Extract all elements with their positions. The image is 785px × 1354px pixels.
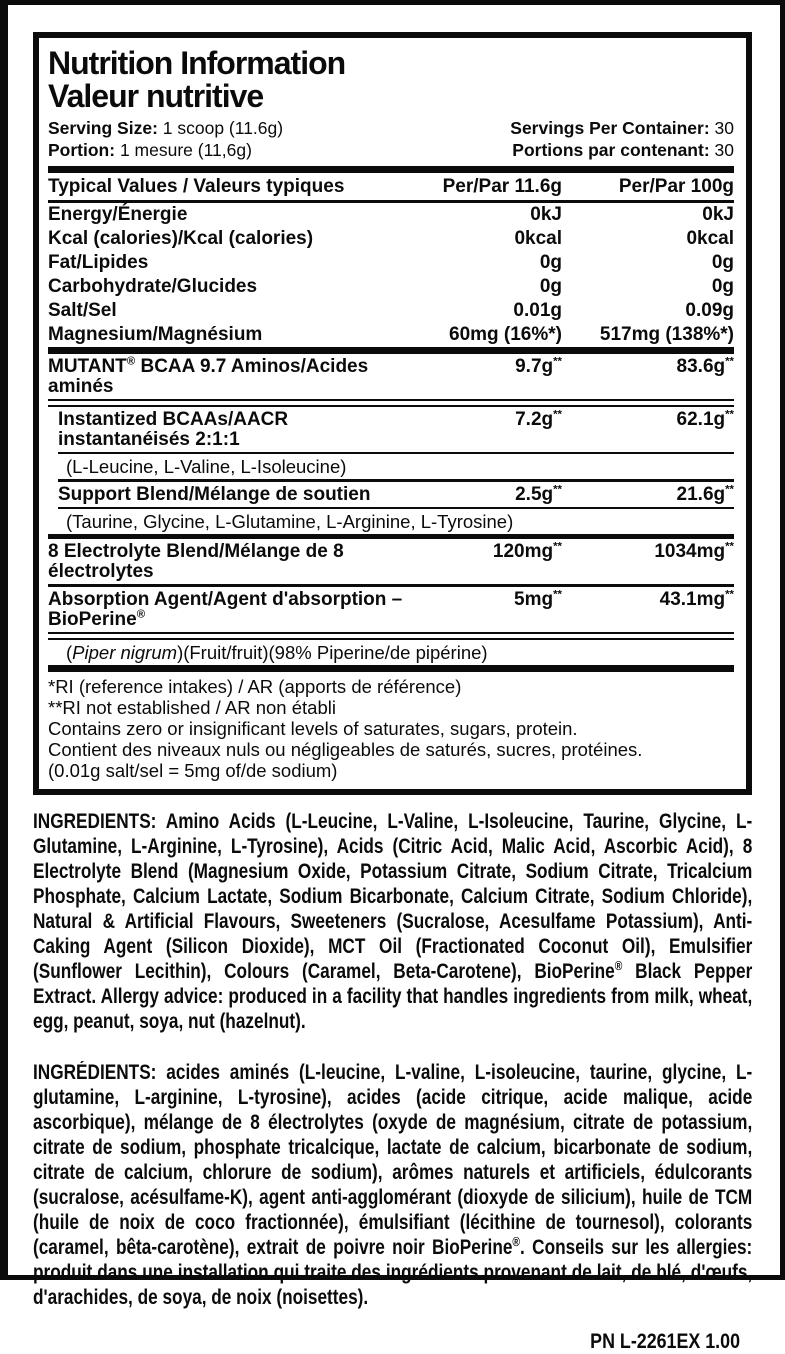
row-value-per-serving: 0g bbox=[539, 276, 562, 297]
servings-per-container-line-en bbox=[510, 118, 734, 140]
servings-per-container-value-en: 30 bbox=[714, 118, 734, 138]
panel-title bbox=[48, 47, 734, 113]
serving-size-value-en: 1 scoop (11.6g) bbox=[162, 118, 284, 138]
panel-title-fr: Valeur nutritive bbox=[48, 78, 264, 114]
row-value-per-100g: 1034mg** bbox=[654, 540, 734, 562]
serving-size-block bbox=[48, 118, 283, 161]
row-label: Fat/Lipides bbox=[48, 252, 149, 273]
row-value-per-serving: 60mg (16%*) bbox=[449, 324, 562, 345]
row-value-per-serving: 0kJ bbox=[530, 204, 562, 225]
ingredients-en: INGREDIENTS: Amino Acids (L-Leucine, L-Valine, L-Isoleucine, Taurine, Glycine, L-Glutamine, L-Arginine, L-Tyrosine), Acids (Citric Acid, Malic Acid, Ascorbic Acid), 8 Electrolyte Blend (Magnesium Oxide, Potassium Citrate, Sodium Citrate, Tricalcium Phosphate, Calcium Lactate, Sodium Bicarbonate, Calcium Citrate, Sodium Chloride), Natural & Artificial Flavours, Sweeteners (Sucralose, Acesulfame Potassium), Anti-Caking Agent (Silicon Dioxide), MCT Oil (Fractionated Coconut Oil), Emulsifier (Sunflower Lecithin), Colours (Caramel, Beta-Carotene), BioPerine® Black Pepper Extract. Allergy advice: produced in a facility that handles ingredients from milk, wheat, egg, peanut, soya, nut (hazelnut). bbox=[33, 810, 753, 1033]
row-label: 8 Electrolyte Blend/Mélange de 8 électrolytes bbox=[48, 540, 344, 582]
row-label: Kcal (calories)/Kcal (calories) bbox=[48, 228, 314, 249]
divider-bar bbox=[48, 347, 734, 354]
note-text: (Taurine, Glycine, L-Glutamine, L-Arginine, L-Tyrosine) bbox=[66, 510, 514, 532]
serving-size-line-en bbox=[48, 118, 283, 140]
row-value-per-serving: 0g bbox=[539, 252, 562, 273]
row-value-per-100g: 83.6g** bbox=[676, 355, 734, 377]
table-row-fat bbox=[48, 251, 734, 275]
row-value-per-serving: 0kcal bbox=[514, 228, 562, 249]
row-value-per-serving: 120mg** bbox=[492, 540, 562, 562]
table-note-support-components bbox=[48, 509, 734, 534]
row-value-per-100g: 0g bbox=[711, 276, 734, 297]
note-prefix: ( bbox=[66, 641, 73, 663]
row-label: Instantized BCAAs/AACR instantanéisés 2:1:1 bbox=[58, 408, 289, 450]
serving-size-value-fr: 1 mesure (11,6g) bbox=[119, 139, 252, 160]
row-value-per-100g: 0kJ bbox=[702, 204, 734, 225]
panel-title-en: Nutrition Information bbox=[48, 45, 346, 81]
row-label: Absorption Agent/Agent d'absorption – BioPerine® bbox=[48, 588, 403, 630]
row-label: Magnesium/Magnésium bbox=[48, 324, 263, 345]
footnote-line: Contains zero or insignificant levels of saturates, sugars, protein. bbox=[48, 718, 578, 739]
table-row-carbohydrate bbox=[48, 275, 734, 299]
nutrition-facts-panel bbox=[33, 32, 752, 795]
row-label: MUTANT® BCAA 9.7 Aminos/Acides aminés bbox=[48, 355, 369, 397]
row-value-per-serving: 7.2g** bbox=[515, 408, 562, 430]
divider-bar bbox=[48, 665, 734, 672]
table-note-bcaa-components bbox=[48, 454, 734, 479]
row-value-per-serving: 9.7g** bbox=[515, 355, 562, 377]
column-header-typical-values: Typical Values / Valeurs typiques bbox=[48, 176, 345, 197]
row-value-per-100g: 21.6g** bbox=[676, 483, 734, 505]
row-value-per-100g: 517mg (138%*) bbox=[599, 324, 734, 345]
row-label: Support Blend/Mélange de soutien bbox=[58, 483, 371, 505]
column-header-per-100g: Per/Par 100g bbox=[618, 176, 734, 197]
footnote-line: *RI (reference intakes) / AR (apports de référence) bbox=[48, 676, 462, 697]
row-value-per-100g: 0.09g bbox=[685, 300, 734, 321]
servings-per-container-label-fr: Portions par contenant: bbox=[512, 139, 710, 160]
row-value-per-serving: 2.5g** bbox=[515, 483, 562, 505]
divider-double-rule bbox=[48, 399, 734, 407]
table-row-instantized-bcaa bbox=[48, 407, 734, 452]
table-row-absorption-agent bbox=[48, 587, 734, 632]
servings-per-container-line-fr bbox=[510, 140, 734, 162]
note-suffix: )(Fruit/fruit)(98% Piperine/de pipérine) bbox=[177, 641, 488, 663]
servings-per-container-block bbox=[510, 118, 734, 161]
footnotes bbox=[48, 672, 734, 781]
footnote-line: Contient des niveaux nuls ou négligeables de saturés, sucres, protéines. bbox=[48, 739, 643, 760]
row-value-per-100g: 43.1mg** bbox=[659, 588, 734, 610]
row-value-per-100g: 62.1g** bbox=[676, 408, 734, 430]
table-row-support-blend bbox=[48, 482, 734, 507]
note-text: (L-Leucine, L-Valine, L-Isoleucine) bbox=[66, 455, 347, 477]
row-value-per-serving: 0.01g bbox=[513, 300, 562, 321]
serving-size-label-fr: Portion: bbox=[48, 139, 116, 160]
column-header-per-serving: Per/Par 11.6g bbox=[442, 176, 562, 197]
table-row-magnesium bbox=[48, 323, 734, 347]
footnote-line: (0.01g salt/sel = 5mg of/de sodium) bbox=[48, 760, 338, 781]
note-latin-name: Piper nigrum bbox=[72, 641, 178, 663]
row-value-per-100g: 0g bbox=[711, 252, 734, 273]
serving-size-line-fr bbox=[48, 140, 283, 162]
ingredients-fr: INGRÉDIENTS: acides aminés (L-leucine, L-valine, L-isoleucine, taurine, glycine, L-glutamine, L-arginine, L-tyrosine), acides (acide citrique, acide malique, acide ascorbique), mélange de 8 électrolytes (oxyde de magnésium, citrate de potassium, citrate de sodium, phosphate tricalcique, lactate de calcium, bicarbonate de sodium, citrate de calcium, chlorure de sodium), arômes naturels et artificiels, édulcorants (sucralose, acésulfame-K), agent anti-agglomérant (dioxyde de silicium), huile de TCM (huile de noix de coco fractionnée), émulsifiant (lécithine de tournesol), colorants (caramel, bêta-carotène), extrait de poivre noir BioPerine®. Conseils sur les allergies: produit dans une installation qui traite des ingrédients provenant de lait, de blé, d'œufs, d'arachides, de soya, de noix (noisettes). bbox=[33, 1061, 753, 1309]
row-label: Salt/Sel bbox=[48, 300, 117, 321]
row-value-per-100g: 0kcal bbox=[686, 228, 734, 249]
divider-bar bbox=[48, 166, 734, 173]
servings-per-container-label-en: Servings Per Container: bbox=[510, 118, 710, 138]
serving-info bbox=[48, 118, 734, 161]
table-row-energy bbox=[48, 203, 734, 227]
table-note-bioperine-components bbox=[48, 640, 734, 665]
row-label: Carbohydrate/Glucides bbox=[48, 276, 258, 297]
servings-per-container-value-fr: 30 bbox=[714, 139, 734, 160]
row-label: Energy/Énergie bbox=[48, 204, 188, 225]
table-row-mutant-bcaa bbox=[48, 354, 734, 399]
table-row-kcal bbox=[48, 227, 734, 251]
divider-double-rule bbox=[48, 632, 734, 640]
table-row-electrolyte-blend bbox=[48, 539, 734, 584]
product-code: PN L-2261EX 1.00 bbox=[590, 1330, 740, 1353]
serving-size-label-en: Serving Size: bbox=[48, 118, 158, 138]
footnote-line: **RI not established / AR non établi bbox=[48, 697, 336, 718]
table-row-salt bbox=[48, 299, 734, 323]
row-value-per-serving: 5mg** bbox=[514, 588, 562, 610]
note-text bbox=[48, 643, 734, 663]
table-header-row bbox=[48, 173, 734, 200]
